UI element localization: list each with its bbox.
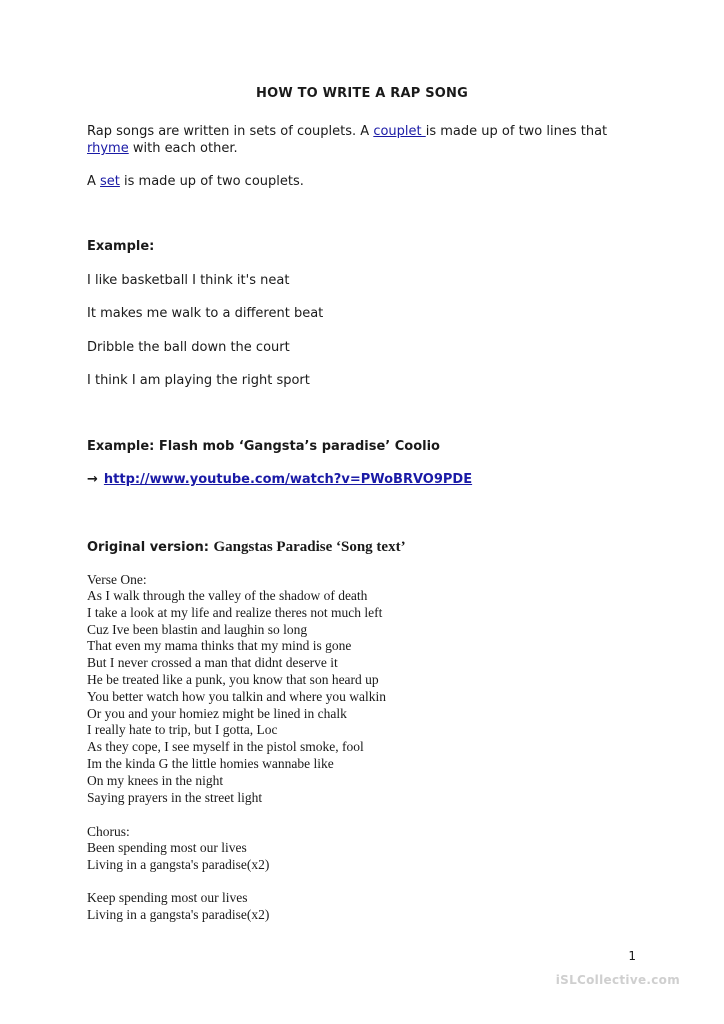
example-line: I think I am playing the right sport xyxy=(87,373,310,388)
lyric-line: I take a look at my life and realize theres not much left xyxy=(87,604,383,620)
page-title: HOW TO WRITE A RAP SONG xyxy=(256,86,468,101)
lyric-line: Been spending most our lives xyxy=(87,840,247,855)
intro-text: with each other. xyxy=(128,141,238,156)
set-text: is made up of two couplets. xyxy=(119,174,304,189)
video-link-row xyxy=(87,472,472,487)
original-heading-label: Original version: xyxy=(87,540,214,555)
chorus-repeat-lyrics xyxy=(87,890,269,924)
intro-text: is made up of two lines that xyxy=(425,124,608,139)
page-number: 1 xyxy=(628,949,636,963)
watermark-logo: iSLCollective.com xyxy=(555,973,680,987)
lyric-line: That even my mama thinks that my mind is gone xyxy=(87,638,352,654)
lyric-line: You better watch how you talkin and where you walkin xyxy=(87,688,386,704)
couplet-link[interactable]: couplet xyxy=(373,124,426,139)
intro-text: Rap songs are written in sets of couplets. A xyxy=(87,124,374,139)
lyric-line: Living in a gangsta's paradise(x2) xyxy=(87,906,270,922)
lyric-line: Or you and your homiez might be lined in chalk xyxy=(87,705,347,721)
lyric-line: On my knees in the night xyxy=(87,772,224,788)
intro-line-2 xyxy=(87,141,238,156)
set-text: A xyxy=(87,174,101,189)
lyric-line: As I walk through the valley of the shadow of death xyxy=(87,588,368,603)
example-line: I like basketball I think it's neat xyxy=(87,273,290,288)
chorus-lyrics xyxy=(87,840,269,874)
example-line: It makes me walk to a different beat xyxy=(87,306,324,321)
song-title: Gangstas Paradise ‘Song text’ xyxy=(213,539,406,555)
example-heading: Example: xyxy=(87,239,155,254)
lyric-line: He be treated like a punk, you know that son heard up xyxy=(87,671,379,687)
lyric-line: Living in a gangsta's paradise(x2) xyxy=(87,856,270,872)
lyric-line: But I never crossed a man that didnt deserve it xyxy=(87,655,338,671)
example-line: Dribble the ball down the court xyxy=(87,340,290,355)
youtube-link[interactable]: http://www.youtube.com/watch?v=PWoBRVO9PDE xyxy=(103,472,473,487)
lyric-line: As they cope, I see myself in the pistol smoke, fool xyxy=(87,739,364,755)
chorus-label: Chorus: xyxy=(87,824,130,839)
rhyme-link[interactable]: rhyme xyxy=(87,141,129,156)
intro-line-1 xyxy=(87,124,607,139)
lyric-line: I really hate to trip, but I gotta, Loc xyxy=(87,722,278,738)
flashmob-heading: Example: Flash mob ‘Gangsta’s paradise’ Coolio xyxy=(87,439,440,454)
verse-lyrics xyxy=(87,588,386,806)
lyric-line: Saying prayers in the street light xyxy=(87,789,263,805)
original-version-heading xyxy=(87,536,406,556)
lyric-line: Keep spending most our lives xyxy=(87,890,248,905)
arrow-right-icon: → xyxy=(87,472,98,487)
set-definition xyxy=(87,174,304,189)
verse-label: Verse One: xyxy=(87,572,147,587)
lyric-line: Im the kinda G the little homies wannabe like xyxy=(87,755,334,771)
lyric-line: Cuz Ive been blastin and laughin so long xyxy=(87,621,308,637)
set-link[interactable]: set xyxy=(100,174,120,189)
